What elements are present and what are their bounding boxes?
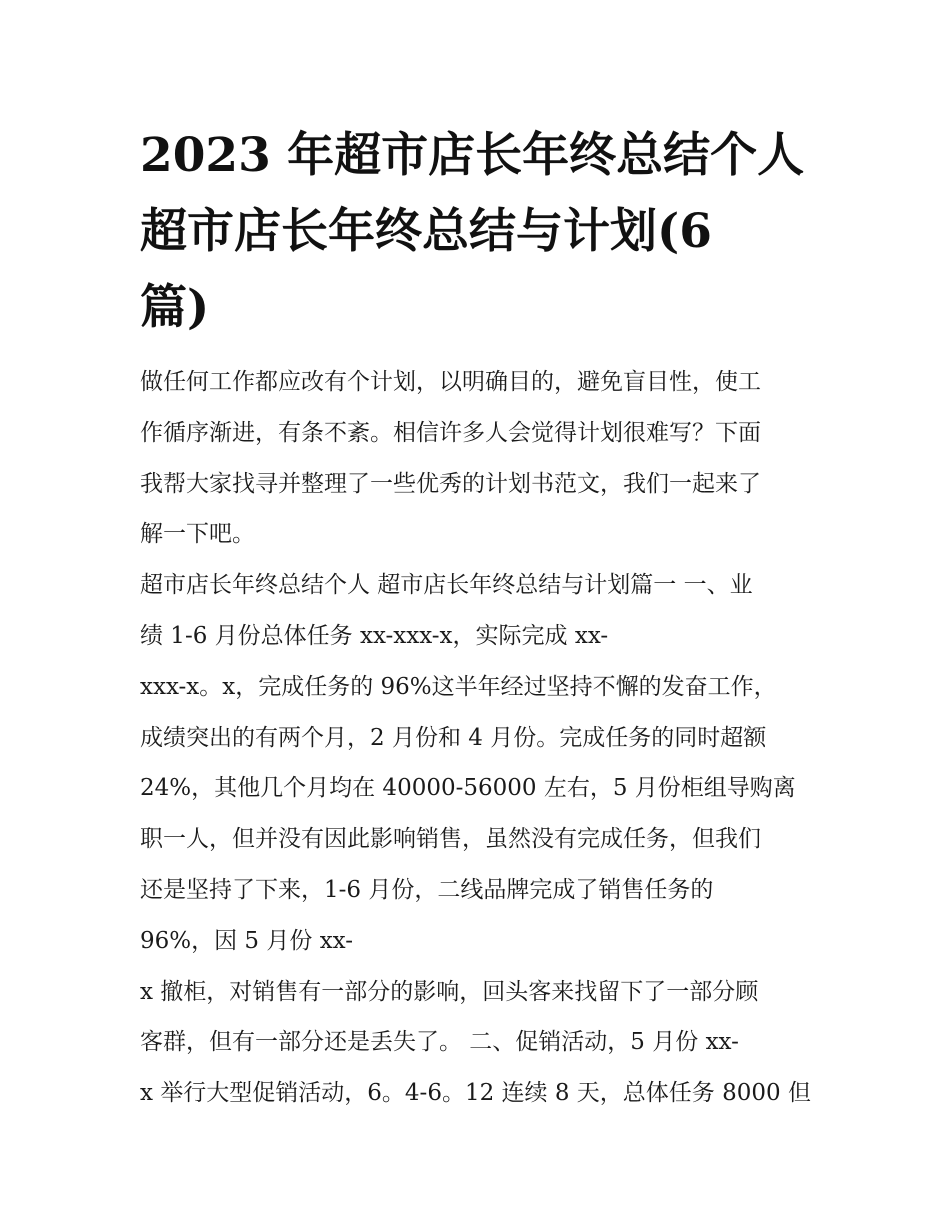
- title-line-2: 超市店长年终总结与计划(6: [140, 204, 712, 259]
- body-line: xxx-x。x，完成任务的 96%这半年经过坚持不懈的发奋工作，: [140, 673, 777, 700]
- body-line: 作循序渐进，有条不紊。相信许多人会觉得计划很难写？下面: [140, 419, 761, 446]
- body-line: 还是坚持了下来，1-6 月份，二线品牌完成了销售任务的: [140, 876, 714, 903]
- body-line: 职一人，但并没有因此影响销售，虽然没有完成任务，但我们: [140, 826, 761, 853]
- body-line: 做任何工作都应改有个计划，以明确目的，避免盲目性，使工: [140, 369, 761, 395]
- title-line-3: 篇): [140, 280, 210, 335]
- body-line: 我帮大家找寻并整理了一些优秀的计划书范文，我们一起来了: [140, 470, 761, 497]
- body-line: x 撤柜，对销售有一部分的影响，回头客来找留下了一部分顾: [140, 978, 759, 1005]
- title-line-1: 2023 年超市店长年终总结个人: [140, 128, 805, 183]
- body-line: 绩 1-6 月份总体任务 xx-xxx-x，实际完成 xx-: [140, 622, 609, 649]
- body-line: 解一下吧。: [140, 521, 255, 548]
- body-line: x 举行大型促销活动，6。4-6。12 连续 8 天，总体任务 8000 但: [140, 1080, 811, 1107]
- body-line: 客群，但有一部分还是丢失了。 二、促销活动，5 月份 xx-: [140, 1029, 739, 1056]
- body-line: 成绩突出的有两个月，2 月份和 4 月份。完成任务的同时超额: [140, 724, 767, 751]
- document-title: [140, 118, 820, 346]
- body-line: 24%，其他几个月均在 40000-56000 左右，5 月份柜组导购离: [140, 775, 796, 802]
- body-line: 超市店长年终总结个人 超市店长年终总结与计划篇一 一、业: [140, 572, 753, 599]
- body-line: 96%，因 5 月份 xx-: [140, 927, 353, 954]
- document-body: [140, 357, 830, 1119]
